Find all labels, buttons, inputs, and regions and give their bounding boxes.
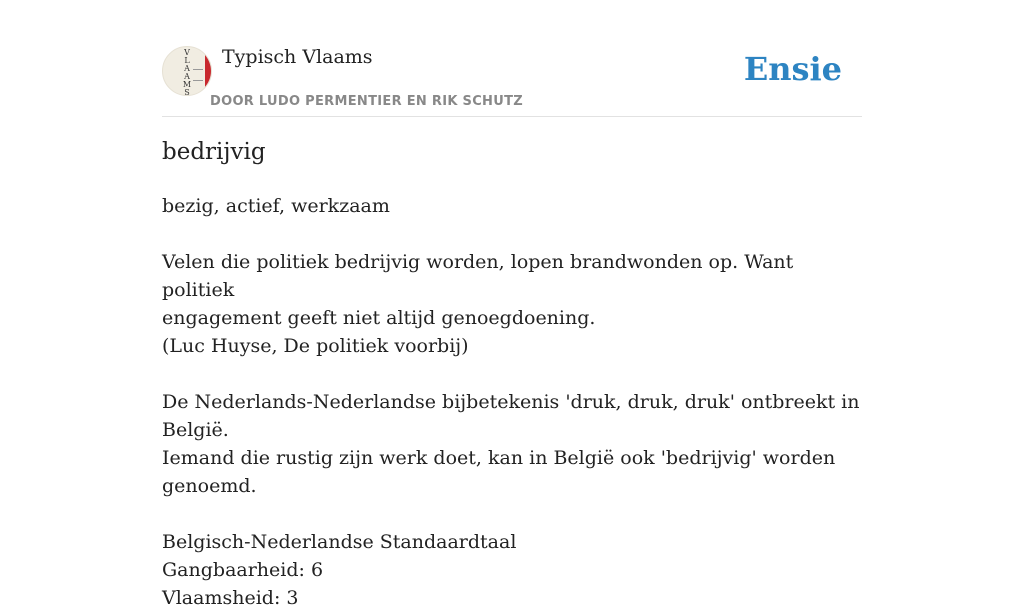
book-cover-lettering: V L A A M S <box>182 48 192 96</box>
entry-gangbaarheid: Gangbaarheid: 6 <box>162 559 324 581</box>
example-line-1: Velen die politiek bedrijvig worden, lopen brandwonden op. Want politiek <box>162 251 794 301</box>
entry-category: Belgisch-Nederlandse Standaardtaal <box>162 531 517 553</box>
entry-vlaamsheid: Vlaamsheid: 3 <box>162 587 299 609</box>
book-cover-image[interactable] <box>162 46 212 96</box>
example-source: (Luc Huyse, De politiek voorbij) <box>162 335 469 357</box>
header <box>162 0 862 117</box>
page <box>162 0 862 609</box>
note-line-2: Iemand die rustig zijn werk doet, kan in België ook 'bedrijvig' worden genoemd. <box>162 447 836 497</box>
note-line-1: De Nederlands-Nederlandse bijbetekenis 'druk, druk, druk' ontbreekt in België. <box>162 391 860 441</box>
example-line-2: engagement geeft niet altijd genoegdoening. <box>162 307 596 329</box>
ensie-logo-link[interactable]: Ensie <box>743 50 842 88</box>
book-title[interactable]: Typisch Vlaams <box>222 46 373 68</box>
entry-example <box>162 248 862 360</box>
book-cover-detail <box>193 69 203 81</box>
entry-definition: bezig, actief, werkzaam <box>162 195 390 217</box>
book-cover-spine <box>205 47 211 95</box>
entry-term: bedrijvig <box>162 139 266 165</box>
book-authors: DOOR LUDO PERMENTIER EN RIK SCHUTZ <box>210 94 523 109</box>
entry-meta <box>162 528 862 612</box>
entry-note <box>162 388 862 500</box>
entry-content <box>162 192 862 612</box>
